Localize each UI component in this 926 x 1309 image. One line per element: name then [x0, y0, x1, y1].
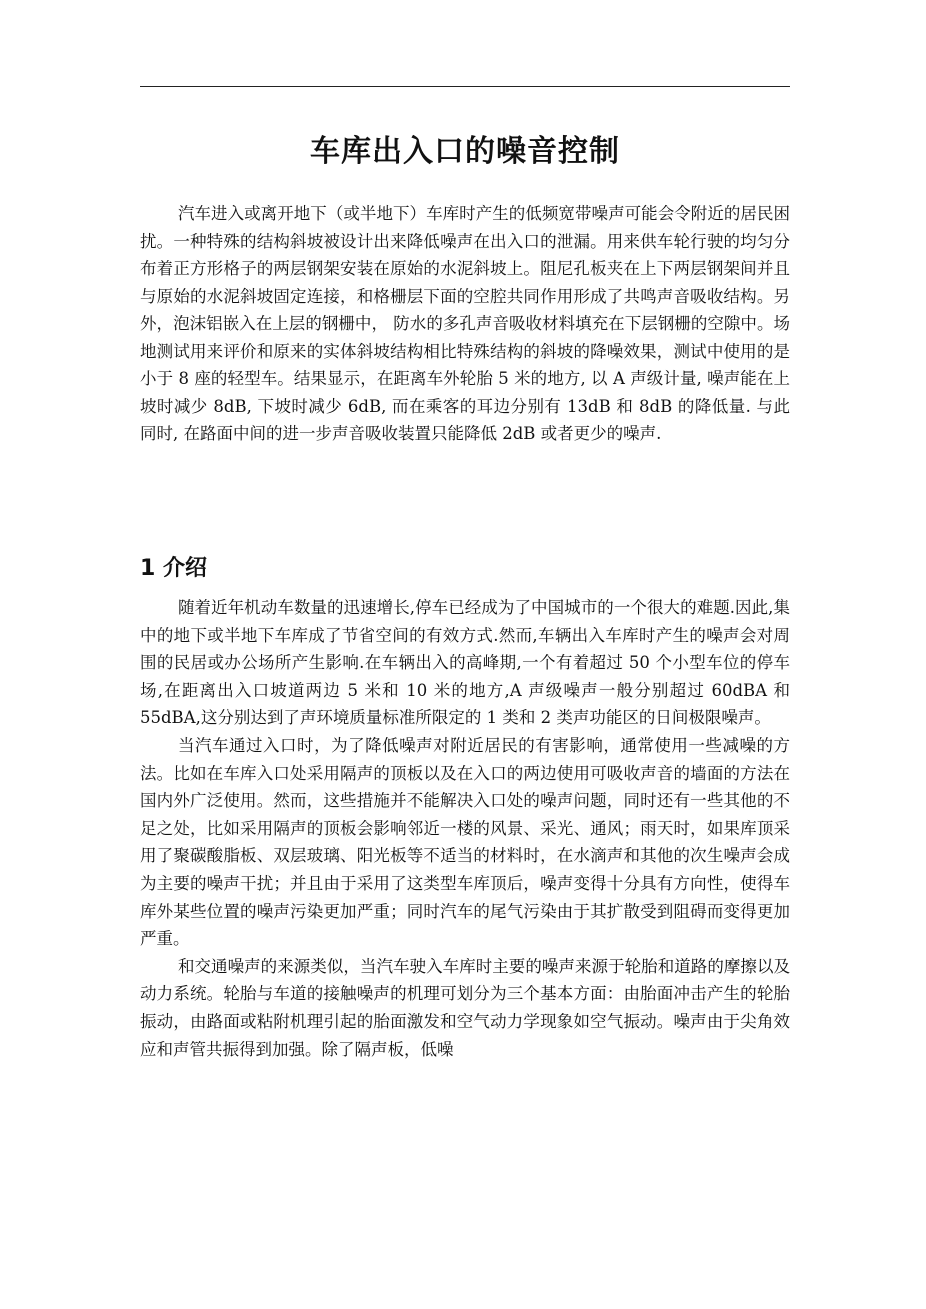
introduction-body — [140, 594, 790, 1063]
document-title: 车库出入口的噪音控制 — [310, 134, 620, 169]
abstract-section — [140, 200, 790, 448]
document-page — [140, 0, 790, 1309]
header-rule — [140, 86, 790, 87]
body-paragraph: 当汽车通过入口时，为了降低噪声对附近居民的有害影响，通常使用一些减噪的方法。比如在车库入口处采用隔声的顶板以及在入口的两边使用可吸收声音的墙面的方法在国内外广泛使用。然而，这些措施并不能解决入口处的噪声问题，同时还有一些其他的不足之处，比如采用隔声的顶板会影响邻近一楼的风景、采光、通风；雨天时，如果库顶采用了聚碳酸脂板、双层玻璃、阳光板等不适当的材料时，在水滴声和其他的次生噪声会成为主要的噪声干扰；并且由于采用了这类型车库顶后，噪声变得十分具有方向性，使得车库外某些位置的噪声污染更加严重；同时汽车的尾气污染由于其扩散受到阻碍而变得更加严重。 — [140, 735, 790, 949]
body-paragraph: 随着近年机动车数量的迅速增长,停车已经成为了中国城市的一个很大的难题.因此,集中的地下或半地下车库成了节省空间的有效方式.然而,车辆出入车库时产生的噪声会对周围的民居或办公场所产生影响.在车辆出入的高峰期,一个有着超过 50 个小型车位的停车场,在距离出入口坡道两边 5 米和 10 米的地方,A 声级噪声一般分别超过 60dBA 和 55dBA,这分别达到了声环境质量标准所限定的 1 类和 2 类声功能区的日间极限噪声。 — [140, 598, 790, 728]
abstract-paragraph: 汽车进入或离开地下（或半地下）车库时产生的低频宽带噪声可能会令附近的居民困扰。一种特殊的结构斜坡被设计出来降低噪声在出入口的泄漏。用来供车轮行驶的均匀分布着正方形格子的两层钢架安装在原始的水泥斜坡上。阻尼孔板夹在上下两层钢架间并且与原始的水泥斜坡固定连接，和格栅层下面的空腔共同作用形成了共鸣声音吸收结构。另外，泡沫铝嵌入在上层的钢栅中， 防水的多孔声音吸收材料填充在下层钢栅的空隙中。场地测试用来评价和原来的实体斜坡结构相比特殊结构的斜坡的降噪效果，测试中使用的是小于 8 座的轻型车。结果显示，在距离车外轮胎 5 米的地方, 以 A 声级计量, 噪声能在上坡时减少 8dB, 下坡时减少 6dB, 而在乘客的耳边分别有 13dB 和 8dB 的降低量. 与此同时, 在路面中间的进一步声音吸收装置只能降低 2dB 或者更少的噪声. — [140, 204, 790, 443]
body-paragraph: 和交通噪声的来源类似，当汽车驶入车库时主要的噪声来源于轮胎和道路的摩擦以及动力系统。轮胎与车道的接触噪声的机理可划分为三个基本方面：由胎面冲击产生的轮胎振动，由路面或粘附机理引起的胎面激发和空气动力学现象如空气振动。噪声由于尖角效应和声管共振得到加强。除了隔声板，低噪 — [140, 956, 790, 1059]
section-heading-introduction: 1 介绍 — [140, 556, 207, 581]
